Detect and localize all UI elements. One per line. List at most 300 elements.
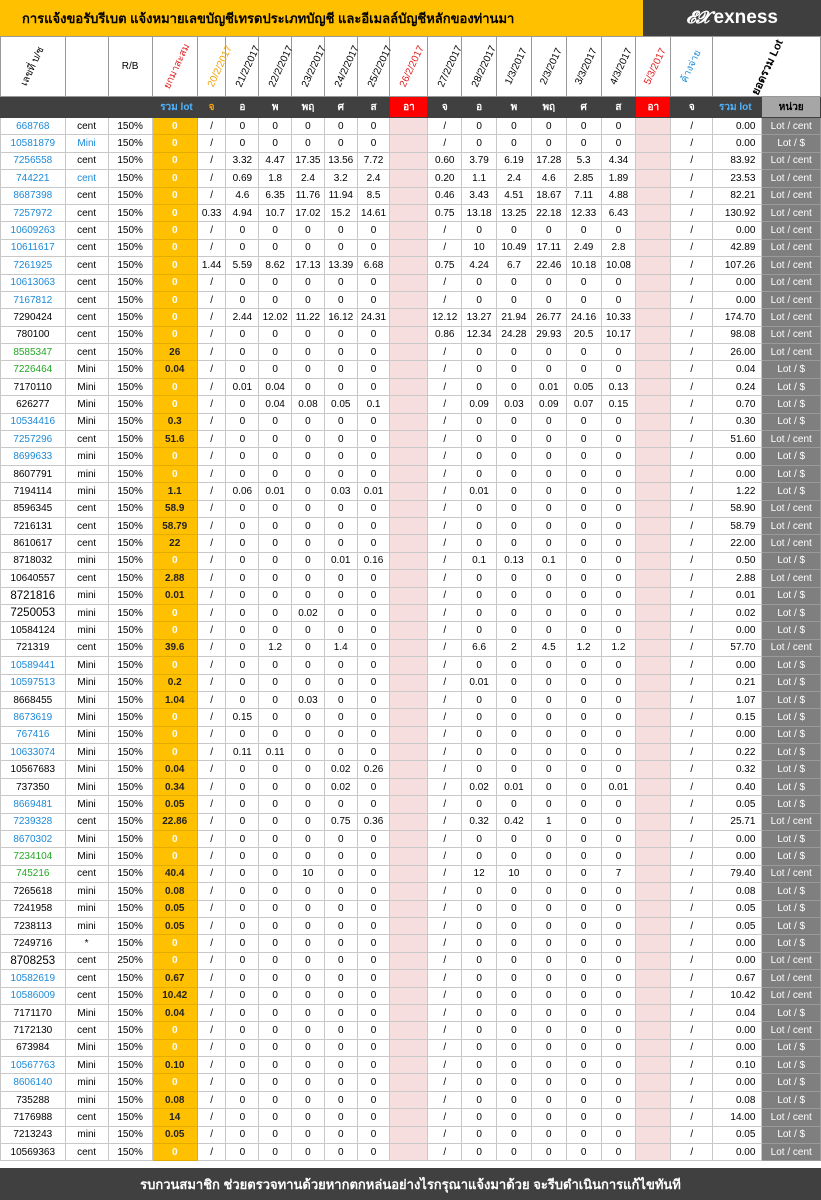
lot-value: 0.1 [357, 396, 390, 413]
sunday-cell [636, 831, 671, 848]
lot-value: / [197, 239, 226, 256]
account-type: Mini [65, 396, 108, 413]
col-sum: ยอดรวม Lot [713, 37, 821, 97]
lot-value: 0 [531, 483, 566, 500]
rebate-rate: 150% [108, 1039, 152, 1056]
sub-blank [1, 97, 66, 118]
lot-value: 0 [566, 691, 601, 708]
unit: Lot / $ [762, 796, 821, 813]
lot-value: 0.26 [357, 761, 390, 778]
sunday-cell [390, 709, 428, 726]
sunday-cell [390, 1109, 428, 1126]
sum-lot: 0.05 [713, 900, 762, 917]
lot-value: 0 [292, 657, 325, 674]
lot-value: 0 [259, 465, 292, 482]
lot-value: 0.75 [428, 204, 462, 221]
lot-value: 0 [531, 1039, 566, 1056]
lot-value: 0.01 [462, 483, 497, 500]
lot-value: 0 [292, 1039, 325, 1056]
pending-value: / [671, 135, 713, 152]
lot-value: 4.47 [259, 152, 292, 169]
pending-value: / [671, 291, 713, 308]
account-number: 7256558 [1, 152, 66, 169]
sum-lot: 79.40 [713, 865, 762, 882]
unit: Lot / $ [762, 465, 821, 482]
lot-value: / [197, 570, 226, 587]
lot-value: 0 [566, 500, 601, 517]
rebate-rate: 150% [108, 622, 152, 639]
lot-value: / [428, 535, 462, 552]
lot-value: 0 [292, 900, 325, 917]
lot-value: 0 [292, 744, 325, 761]
unit: Lot / $ [762, 604, 821, 621]
lot-value: 0 [601, 1057, 636, 1074]
lot-value: / [428, 639, 462, 656]
lot-value: 0 [601, 570, 636, 587]
sunday-cell [636, 413, 671, 430]
rebate-rate: 150% [108, 118, 152, 135]
sunday-cell [390, 135, 428, 152]
lot-value: 10.49 [497, 239, 532, 256]
lot-value: 0 [497, 691, 532, 708]
lot-value: 0 [497, 952, 532, 969]
sum-lot: 0.00 [713, 291, 762, 308]
lot-value: 0 [531, 778, 566, 795]
sunday-cell [636, 604, 671, 621]
table-row [1, 1109, 821, 1126]
lot-value: 0 [292, 674, 325, 691]
lot-value: / [197, 309, 226, 326]
sunday-cell [390, 170, 428, 187]
sunday-cell [636, 1039, 671, 1056]
lot-value: 0 [497, 1109, 532, 1126]
carried-lot: 0.04 [152, 361, 197, 378]
lot-value: 0 [324, 378, 357, 395]
lot-value: / [197, 691, 226, 708]
lot-value: 0 [601, 1109, 636, 1126]
lot-value: 0 [566, 796, 601, 813]
sunday-cell [636, 118, 671, 135]
table-row [1, 291, 821, 308]
unit: Lot / $ [762, 413, 821, 430]
account-type: mini [65, 883, 108, 900]
lot-value: 0 [324, 987, 357, 1004]
lot-value: 0 [601, 413, 636, 430]
account-type: cent [65, 639, 108, 656]
lot-value: 0 [259, 291, 292, 308]
lot-value: 0 [259, 1057, 292, 1074]
lot-value: 17.28 [531, 152, 566, 169]
lot-value: 0 [259, 657, 292, 674]
sunday-cell [390, 500, 428, 517]
lot-value: 0 [292, 1022, 325, 1039]
table-row [1, 813, 821, 830]
lot-value: 0 [226, 935, 259, 952]
lot-value: / [428, 239, 462, 256]
lot-value: 0 [292, 570, 325, 587]
account-type: Mini [65, 135, 108, 152]
lot-value: 0.08 [292, 396, 325, 413]
sum-lot: 0.00 [713, 135, 762, 152]
lot-value: / [197, 778, 226, 795]
carried-lot: 0 [152, 622, 197, 639]
carried-lot: 26 [152, 344, 197, 361]
lot-value: 0 [226, 1091, 259, 1108]
lot-value: 0 [324, 118, 357, 135]
unit: Lot / cent [762, 152, 821, 169]
account-number: 8610617 [1, 535, 66, 552]
sum-lot: 0.08 [713, 1091, 762, 1108]
lot-value: 1.2 [601, 639, 636, 656]
lot-value: 10 [462, 239, 497, 256]
pending-value: / [671, 1039, 713, 1056]
account-number: 10589441 [1, 657, 66, 674]
lot-value: 0 [292, 1057, 325, 1074]
account-type: Mini [65, 413, 108, 430]
lot-value: 0 [226, 1039, 259, 1056]
lot-value: 0 [292, 239, 325, 256]
lot-value: 0 [531, 865, 566, 882]
lot-value: / [197, 448, 226, 465]
lot-value: / [197, 709, 226, 726]
lot-value: 0 [497, 1039, 532, 1056]
lot-value: 0 [462, 1144, 497, 1161]
lot-value: 0 [531, 413, 566, 430]
sum-lot: 0.00 [713, 935, 762, 952]
lot-value: 0 [226, 500, 259, 517]
sum-lot: 0.00 [713, 1039, 762, 1056]
carried-lot: 0 [152, 952, 197, 969]
account-number: 7167812 [1, 291, 66, 308]
unit: Lot / cent [762, 865, 821, 882]
account-type: mini [65, 1126, 108, 1143]
lot-value: 0 [259, 517, 292, 534]
lot-value: / [197, 1091, 226, 1108]
account-number: 735288 [1, 1091, 66, 1108]
sunday-cell [636, 170, 671, 187]
lot-value: 0 [497, 570, 532, 587]
lot-value: 0 [357, 691, 390, 708]
lot-value: / [197, 726, 226, 743]
rebate-rate: 150% [108, 691, 152, 708]
lot-value: 0 [601, 535, 636, 552]
lot-value: 0 [497, 465, 532, 482]
rebate-rate: 150% [108, 604, 152, 621]
lot-value: 0 [324, 831, 357, 848]
col-date: 28/2/2017 [462, 37, 497, 97]
sum-lot: 0.04 [713, 361, 762, 378]
lot-value: 0 [226, 691, 259, 708]
lot-value: 0 [259, 883, 292, 900]
sub-day-sunday: อา [636, 97, 671, 118]
sunday-cell [636, 1091, 671, 1108]
lot-value: 1.89 [601, 170, 636, 187]
lot-value: / [428, 883, 462, 900]
footer-note: รบกวนสมาชิก ช่วยตรวจทานด้วยหากตกหล่นอย่างไรกรุณาแจ้งมาด้วย จะรีบดำเนินการแก้ไขทันที [0, 1168, 821, 1200]
account-type: mini [65, 448, 108, 465]
col-date: 27/2/2017 [428, 37, 462, 97]
carried-lot: 0.67 [152, 970, 197, 987]
lot-value: 0 [531, 1057, 566, 1074]
table-row [1, 691, 821, 708]
unit: Lot / $ [762, 361, 821, 378]
lot-value: 0 [226, 535, 259, 552]
lot-value: 0 [497, 761, 532, 778]
lot-value: 0 [566, 587, 601, 604]
lot-value: 0 [566, 413, 601, 430]
lot-value: 0.46 [428, 187, 462, 204]
rebate-rate: 150% [108, 726, 152, 743]
lot-value: 0 [462, 570, 497, 587]
lot-value: 0 [601, 517, 636, 534]
lot-value: 12 [462, 865, 497, 882]
pending-value: / [671, 431, 713, 448]
col-type [65, 37, 108, 97]
unit: Lot / $ [762, 883, 821, 900]
lot-value: 0 [259, 952, 292, 969]
account-number: 7172130 [1, 1022, 66, 1039]
sunday-cell [390, 552, 428, 569]
account-number: 7194114 [1, 483, 66, 500]
lot-value: 0 [566, 622, 601, 639]
carried-lot: 0 [152, 239, 197, 256]
lot-value: 0 [462, 587, 497, 604]
lot-value: 0 [226, 813, 259, 830]
account-type: cent [65, 570, 108, 587]
lot-value: 2.44 [226, 309, 259, 326]
sum-lot: 0.30 [713, 413, 762, 430]
lot-value: 0 [462, 1057, 497, 1074]
table-row [1, 448, 821, 465]
unit: Lot / cent [762, 952, 821, 969]
lot-value: 0 [259, 674, 292, 691]
lot-value: 0.03 [324, 483, 357, 500]
account-number: 8687398 [1, 187, 66, 204]
account-type: mini [65, 622, 108, 639]
lot-value: 0 [226, 1074, 259, 1091]
account-type: cent [65, 187, 108, 204]
lot-value: 0 [462, 1074, 497, 1091]
account-type: cent [65, 309, 108, 326]
account-type: cent [65, 257, 108, 274]
lot-value: 0 [462, 917, 497, 934]
lot-value: / [197, 1144, 226, 1161]
lot-value: 0 [566, 1039, 601, 1056]
rebate-rate: 150% [108, 517, 152, 534]
account-number: 10584124 [1, 622, 66, 639]
lot-value: 0 [566, 726, 601, 743]
lot-value: 0.09 [531, 396, 566, 413]
lot-value: 0.01 [357, 483, 390, 500]
sum-lot: 0.01 [713, 587, 762, 604]
lot-value: 0 [357, 431, 390, 448]
sunday-cell [636, 1074, 671, 1091]
account-type: mini [65, 1091, 108, 1108]
lot-value: 0 [531, 987, 566, 1004]
lot-value: 0 [357, 674, 390, 691]
pending-value: / [671, 604, 713, 621]
account-type: mini [65, 483, 108, 500]
lot-value: 0 [531, 535, 566, 552]
lot-value: 0 [324, 448, 357, 465]
lot-value: 0 [292, 1074, 325, 1091]
account-number: 8708253 [1, 952, 66, 969]
lot-value: 0 [601, 483, 636, 500]
lot-value: 0 [531, 831, 566, 848]
lot-value: 0 [601, 344, 636, 361]
account-number: 7239328 [1, 813, 66, 830]
sunday-cell [636, 1004, 671, 1021]
rebate-rate: 150% [108, 900, 152, 917]
lot-value: 0 [497, 622, 532, 639]
unit: Lot / cent [762, 344, 821, 361]
sunday-cell [636, 552, 671, 569]
lot-value: 0 [566, 709, 601, 726]
lot-value: 3.79 [462, 152, 497, 169]
lot-value: 10 [292, 865, 325, 882]
lot-value: 13.39 [324, 257, 357, 274]
lot-value: 0 [566, 222, 601, 239]
rebate-rate: 150% [108, 813, 152, 830]
lot-value: / [197, 378, 226, 395]
lot-value: 0 [324, 1039, 357, 1056]
rebate-rate: 150% [108, 326, 152, 343]
account-number: 10569363 [1, 1144, 66, 1161]
unit: Lot / cent [762, 639, 821, 656]
lot-value: 6.35 [259, 187, 292, 204]
lot-value: 0 [292, 778, 325, 795]
lot-value: 0 [357, 970, 390, 987]
lot-value: / [428, 396, 462, 413]
lot-value: 0 [497, 483, 532, 500]
lot-value: 12.34 [462, 326, 497, 343]
lot-value: 0 [566, 865, 601, 882]
account-type: mini [65, 1074, 108, 1091]
account-type: Mini [65, 1004, 108, 1021]
rebate-rate: 150% [108, 344, 152, 361]
lot-value: 0 [324, 413, 357, 430]
lot-value: / [197, 170, 226, 187]
rebate-rate: 150% [108, 396, 152, 413]
lot-value: 12.02 [259, 309, 292, 326]
rebate-rate: 150% [108, 257, 152, 274]
lot-value: / [197, 604, 226, 621]
lot-value: / [428, 831, 462, 848]
lot-value: 0 [566, 1109, 601, 1126]
lot-value: 0 [259, 222, 292, 239]
lot-value: 0 [497, 917, 532, 934]
lot-value: 0 [497, 1126, 532, 1143]
account-number: 7170110 [1, 378, 66, 395]
lot-value: 0 [601, 1039, 636, 1056]
lot-value: 0 [324, 135, 357, 152]
lot-value: 0 [324, 1126, 357, 1143]
account-type: mini [65, 917, 108, 934]
carried-lot: 0.04 [152, 1004, 197, 1021]
sunday-cell [636, 535, 671, 552]
lot-value: 0 [357, 1022, 390, 1039]
carried-lot: 0 [152, 204, 197, 221]
carried-lot: 0.05 [152, 900, 197, 917]
sunday-cell [636, 761, 671, 778]
unit: Lot / $ [762, 483, 821, 500]
lot-value: / [197, 761, 226, 778]
lot-value: / [428, 709, 462, 726]
lot-value: 1.4 [324, 639, 357, 656]
lot-value: 0 [226, 396, 259, 413]
sunday-cell [390, 778, 428, 795]
account-type: cent [65, 222, 108, 239]
lot-value: 0.02 [292, 604, 325, 621]
sunday-cell [390, 1074, 428, 1091]
col-date: 25/2/2017 [357, 37, 390, 97]
account-type: mini [65, 552, 108, 569]
lot-value: 0.75 [324, 813, 357, 830]
lot-value: / [428, 657, 462, 674]
lot-value: 0 [324, 361, 357, 378]
lot-value: 0 [357, 326, 390, 343]
table-row [1, 709, 821, 726]
lot-value: 0 [462, 118, 497, 135]
lot-value: 0 [259, 326, 292, 343]
sunday-cell [636, 587, 671, 604]
lot-value: 0 [226, 831, 259, 848]
lot-value: 24.16 [566, 309, 601, 326]
pending-value: / [671, 1126, 713, 1143]
lot-value: 0 [531, 1074, 566, 1091]
pending-value: / [671, 709, 713, 726]
lot-value: / [197, 831, 226, 848]
lot-value: 17.13 [292, 257, 325, 274]
account-type: cent [65, 952, 108, 969]
sum-lot: 0.00 [713, 448, 762, 465]
sub-day: พฤ [531, 97, 566, 118]
lot-value: 0 [462, 761, 497, 778]
lot-value: 0 [259, 570, 292, 587]
sunday-cell [390, 187, 428, 204]
pending-value: / [671, 1144, 713, 1161]
lot-value: 0 [324, 326, 357, 343]
lot-value: 0 [531, 448, 566, 465]
lot-value: 0 [462, 291, 497, 308]
lot-value: 0 [292, 813, 325, 830]
lot-value: 0 [226, 465, 259, 482]
lot-value: 0 [226, 587, 259, 604]
lot-value: 0 [357, 118, 390, 135]
lot-value: 4.6 [226, 187, 259, 204]
lot-value: 0 [292, 952, 325, 969]
lot-value: / [428, 222, 462, 239]
sunday-cell [636, 674, 671, 691]
lot-value: 0 [497, 1057, 532, 1074]
lot-value: 0 [226, 326, 259, 343]
table-row [1, 1022, 821, 1039]
sunday-cell [636, 900, 671, 917]
sum-lot: 51.60 [713, 431, 762, 448]
lot-value: 0 [226, 239, 259, 256]
rebate-rate: 150% [108, 761, 152, 778]
lot-value: 0 [497, 448, 532, 465]
sunday-cell [390, 831, 428, 848]
sunday-cell [636, 883, 671, 900]
lot-value: 0 [357, 535, 390, 552]
lot-value: 0 [292, 118, 325, 135]
sunday-cell [390, 848, 428, 865]
account-number: 721319 [1, 639, 66, 656]
lot-value: 0 [357, 1109, 390, 1126]
account-number: 8673619 [1, 709, 66, 726]
lot-value: 0 [259, 917, 292, 934]
